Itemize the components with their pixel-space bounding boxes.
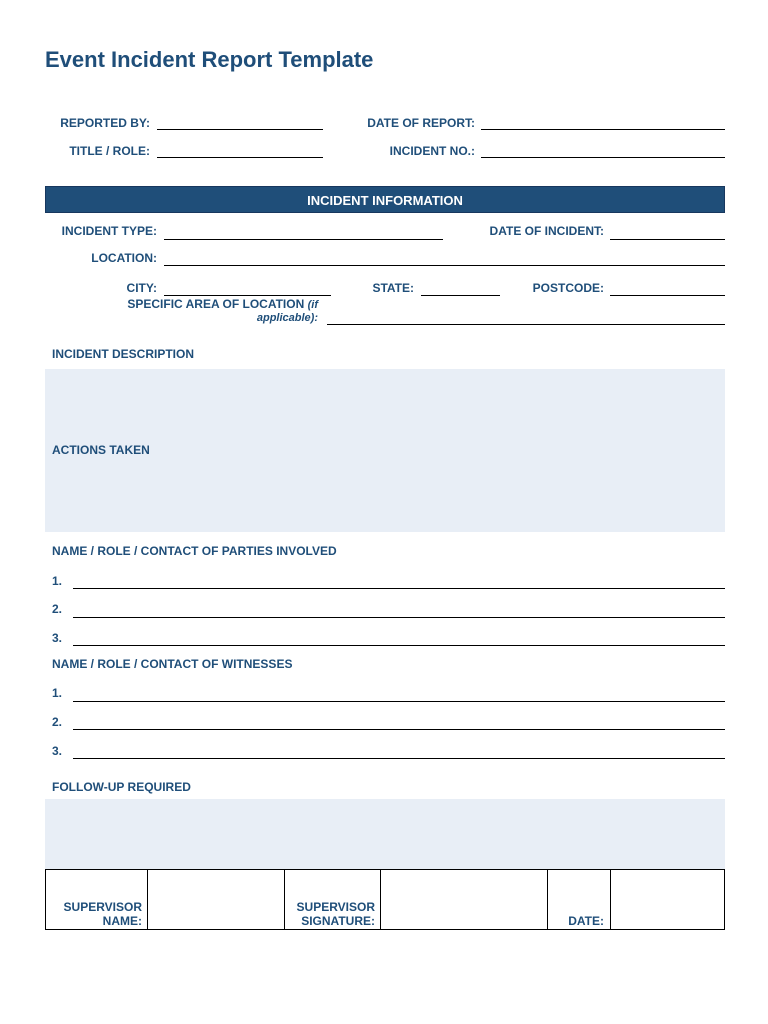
postcode-field[interactable]	[610, 295, 725, 296]
city-label: CITY:	[126, 281, 157, 295]
party-field-3[interactable]	[73, 645, 725, 646]
supervisor-name-label-1: SUPERVISOR	[63, 900, 142, 914]
incident-description-label: INCIDENT DESCRIPTION	[52, 347, 195, 361]
party-field-2[interactable]	[73, 617, 725, 618]
witness-field-2[interactable]	[73, 729, 725, 730]
specific-area-note-1: (if	[307, 299, 318, 311]
parties-involved-label: NAME / ROLE / CONTACT OF PARTIES INVOLVED	[52, 544, 337, 558]
postcode-label: POSTCODE:	[532, 281, 604, 295]
supervisor-name-label-cell	[45, 869, 148, 930]
date-label-cell	[547, 869, 611, 930]
incident-information-banner: INCIDENT INFORMATION	[45, 186, 725, 213]
incident-no-label: INCIDENT NO.:	[389, 144, 475, 158]
incident-no-field[interactable]	[481, 157, 725, 158]
location-field[interactable]	[164, 265, 725, 266]
witness-field-1[interactable]	[73, 701, 725, 702]
specific-area-text: SPECIFIC AREA OF LOCATION	[127, 297, 305, 311]
date-label: DATE:	[568, 914, 604, 928]
date-field[interactable]	[610, 869, 725, 930]
incident-type-field[interactable]	[164, 239, 443, 240]
witness-field-3[interactable]	[73, 758, 725, 759]
follow-up-area[interactable]	[45, 799, 725, 869]
title-role-field[interactable]	[157, 157, 323, 158]
specific-area-label	[100, 297, 318, 312]
location-label: LOCATION:	[91, 251, 157, 265]
date-of-incident-label: DATE OF INCIDENT:	[489, 224, 604, 238]
specific-area-note-2: applicable):	[256, 312, 318, 324]
party-number-1: 1.	[52, 574, 63, 588]
witness-number-1: 1.	[52, 686, 63, 700]
follow-up-label: FOLLOW-UP REQUIRED	[52, 780, 191, 794]
party-field-1[interactable]	[73, 588, 725, 589]
specific-area-field[interactable]	[327, 324, 725, 325]
reported-by-label: REPORTED BY:	[60, 116, 150, 130]
date-of-report-label: DATE OF REPORT:	[367, 116, 475, 130]
supervisor-signature-label-2: SIGNATURE:	[301, 914, 375, 928]
page-title: Event Incident Report Template	[45, 47, 374, 72]
party-number-3: 3.	[52, 631, 63, 645]
supervisor-name-field[interactable]	[147, 869, 285, 930]
state-label: STATE:	[372, 281, 414, 295]
reported-by-field[interactable]	[157, 129, 323, 130]
incident-type-label: INCIDENT TYPE:	[61, 224, 157, 238]
date-of-report-field[interactable]	[481, 129, 725, 130]
witness-number-3: 3.	[52, 744, 63, 758]
actions-taken-label: ACTIONS TAKEN	[52, 443, 150, 457]
party-number-2: 2.	[52, 602, 63, 616]
witness-number-2: 2.	[52, 715, 63, 729]
supervisor-signature-label-cell	[284, 869, 381, 930]
supervisor-name-label-2: NAME:	[102, 914, 142, 928]
supervisor-signature-field[interactable]	[380, 869, 548, 930]
witnesses-label: NAME / ROLE / CONTACT OF WITNESSES	[52, 657, 293, 671]
state-field[interactable]	[421, 295, 500, 296]
title-role-label: TITLE / ROLE:	[69, 144, 150, 158]
city-field[interactable]	[164, 295, 331, 296]
supervisor-signature-label-1: SUPERVISOR	[296, 900, 375, 914]
date-of-incident-field[interactable]	[610, 239, 725, 240]
